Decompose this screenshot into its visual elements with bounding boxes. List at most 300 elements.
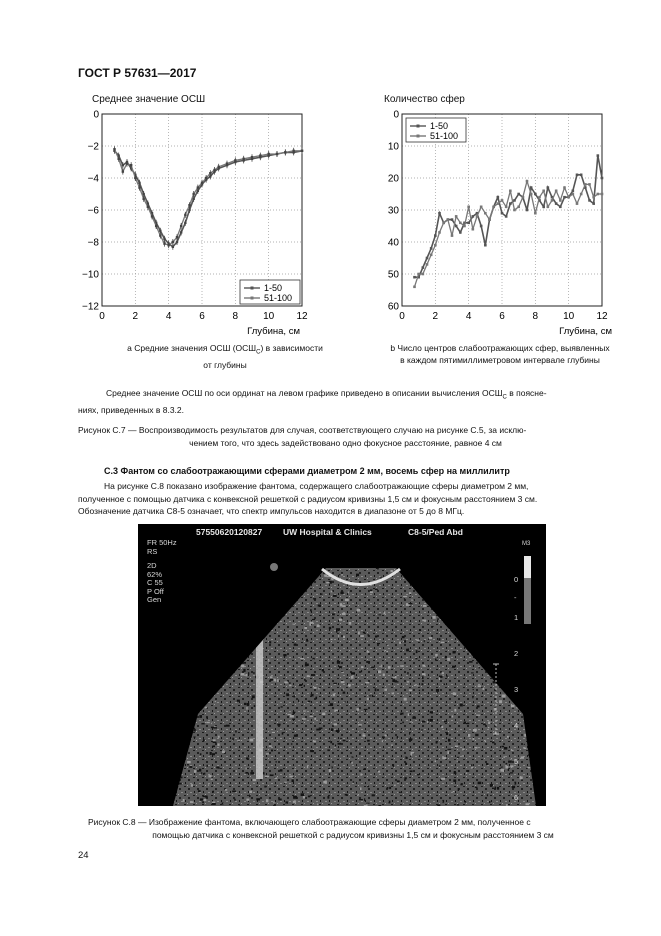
- data-point: [572, 193, 575, 196]
- speckle: [340, 603, 342, 604]
- speckle: [343, 740, 346, 742]
- speckle: [313, 687, 316, 689]
- speckle: [246, 799, 249, 801]
- speckle: [357, 609, 361, 612]
- speckle: [364, 798, 365, 801]
- speckle: [409, 689, 412, 691]
- speckle: [293, 712, 296, 714]
- left-caption-sub: C: [256, 349, 261, 356]
- data-point: [463, 225, 466, 228]
- speckle: [304, 679, 306, 681]
- data-point: [234, 159, 236, 161]
- data-point: [301, 150, 303, 152]
- speckle: [411, 600, 414, 601]
- fig-c7-line1: Рисунок С.7 — Воспроизводимость результатов для случая, соответствующего случаю на рисунке С.5, за исклю-: [78, 425, 527, 435]
- speckle: [360, 774, 362, 776]
- speckle: [189, 766, 192, 768]
- speckle: [216, 576, 219, 578]
- speckle: [228, 635, 232, 636]
- y-tick-label: −2: [87, 141, 99, 153]
- speckle: [370, 590, 373, 592]
- speckle: [432, 626, 434, 627]
- data-point: [530, 186, 533, 189]
- speckle: [422, 683, 424, 685]
- data-point: [584, 183, 587, 186]
- right-chart-xlabel: Глубина, см: [559, 326, 612, 337]
- speckle: [473, 738, 475, 740]
- data-point: [126, 162, 128, 164]
- speckle: [248, 672, 249, 675]
- speckle: [290, 715, 294, 717]
- speckle: [276, 600, 279, 602]
- speckle: [439, 677, 440, 680]
- speckle: [262, 631, 265, 632]
- speckle: [252, 779, 256, 781]
- speckle: [454, 773, 457, 774]
- data-point: [588, 199, 591, 202]
- data-point: [580, 193, 583, 196]
- speckle: [393, 764, 394, 767]
- speckle: [317, 804, 318, 806]
- speckle: [365, 682, 369, 684]
- speckle: [173, 751, 177, 752]
- speckle: [381, 665, 382, 668]
- speckle: [189, 574, 191, 575]
- speckle: [255, 582, 256, 583]
- speckle: [299, 592, 301, 595]
- speckle: [405, 756, 407, 759]
- data-point: [447, 218, 450, 221]
- speckle: [264, 592, 268, 595]
- series-line-1-50: [415, 156, 603, 278]
- data-point: [217, 166, 219, 168]
- data-point: [501, 199, 504, 202]
- speckle: [404, 640, 406, 643]
- speckle: [183, 706, 186, 709]
- speckle: [205, 707, 208, 709]
- speckle: [482, 604, 486, 607]
- speckle: [345, 599, 349, 601]
- speckle: [321, 593, 323, 594]
- speckle: [243, 669, 245, 672]
- speckle: [441, 642, 445, 643]
- speckle: [190, 801, 194, 803]
- data-point: [455, 225, 458, 228]
- speckle: [537, 637, 540, 638]
- speckle: [453, 692, 456, 695]
- speckle: [380, 577, 381, 579]
- data-point: [497, 196, 500, 199]
- speckle: [435, 654, 438, 657]
- speckle: [497, 595, 498, 598]
- speckle: [357, 708, 360, 711]
- speckle: [520, 631, 522, 632]
- data-point: [147, 206, 149, 208]
- speckle: [182, 710, 183, 711]
- speckle: [416, 640, 419, 641]
- speckle: [171, 645, 173, 646]
- speckle: [249, 791, 252, 793]
- speckle: [475, 787, 478, 788]
- data-point: [426, 257, 429, 260]
- speckle: [466, 723, 469, 725]
- speckle: [343, 636, 345, 638]
- speckle: [191, 784, 193, 787]
- speckle: [292, 624, 295, 625]
- para-line1: На рисунке С.8 показано изображение фантома, содержащего слабоотражающие сферы диаметром 2 мм,: [104, 481, 529, 491]
- speckle: [195, 649, 198, 651]
- speckle: [244, 703, 246, 706]
- speckle: [523, 662, 524, 664]
- speckle: [252, 695, 255, 698]
- speckle: [443, 594, 447, 596]
- speckle: [358, 724, 362, 726]
- y-tick-label: 0: [393, 109, 399, 121]
- speckle: [464, 801, 466, 803]
- speckle: [517, 594, 520, 597]
- speckle: [246, 674, 248, 676]
- speckle: [521, 704, 522, 706]
- speckle: [336, 628, 340, 630]
- speckle: [511, 705, 515, 708]
- speckle: [400, 665, 404, 667]
- speckle: [508, 630, 511, 632]
- speckle: [488, 621, 491, 623]
- speckle: [492, 652, 494, 654]
- x-tick-label: 2: [132, 311, 139, 322]
- speckle: [462, 616, 466, 618]
- speckle: [506, 612, 507, 613]
- speckle: [333, 694, 335, 697]
- data-point: [188, 204, 190, 206]
- speckle: [334, 723, 338, 725]
- speckle: [197, 610, 201, 612]
- speckle: [253, 672, 255, 673]
- speckle: [404, 698, 407, 701]
- speckle: [363, 734, 365, 735]
- fig-c7-line2: чением того, что здесь задействовано одно фокусное расстояние, равное 4 см: [189, 437, 502, 448]
- speckle: [294, 644, 297, 646]
- speckle: [283, 654, 286, 656]
- data-point: [438, 212, 441, 215]
- data-point: [180, 225, 182, 227]
- speckle: [174, 631, 176, 633]
- data-point: [213, 169, 215, 171]
- speckle: [265, 576, 268, 579]
- speckle: [174, 780, 175, 782]
- speckle: [306, 639, 308, 642]
- data-point: [509, 190, 512, 193]
- speckle: [471, 767, 473, 769]
- data-point: [430, 247, 433, 250]
- speckle: [311, 694, 314, 696]
- speckle: [488, 722, 490, 725]
- speckle: [333, 683, 337, 684]
- speckle: [506, 804, 508, 806]
- speckle: [315, 697, 317, 700]
- speckle: [302, 718, 306, 720]
- speckle: [453, 791, 455, 792]
- speckle: [485, 597, 486, 599]
- x-tick-label: 4: [165, 311, 172, 322]
- speckle: [351, 676, 354, 679]
- data-point: [451, 218, 454, 221]
- data-point: [442, 222, 445, 225]
- speckle: [469, 577, 471, 580]
- speckle: [185, 708, 189, 709]
- data-point: [580, 174, 583, 177]
- speckle: [187, 764, 189, 765]
- speckle: [446, 732, 448, 735]
- speckle: [293, 600, 295, 602]
- speckle: [308, 796, 311, 798]
- speckle: [218, 736, 220, 738]
- legend-marker: [417, 135, 420, 138]
- speckle: [510, 772, 513, 773]
- speckle: [312, 619, 315, 620]
- speckle: [208, 775, 211, 777]
- x-tick-label: 12: [296, 311, 308, 322]
- speckle: [471, 672, 474, 673]
- speckle: [201, 723, 205, 724]
- us-depth-tick: 4: [514, 721, 519, 730]
- speckle: [387, 787, 389, 789]
- speckle: [448, 603, 451, 605]
- speckle: [171, 741, 173, 744]
- speckle: [235, 730, 237, 732]
- speckle: [178, 657, 180, 660]
- speckle: [293, 696, 295, 698]
- speckle: [332, 613, 335, 615]
- speckle: [203, 601, 207, 602]
- data-point: [588, 183, 591, 186]
- data-point: [138, 186, 140, 188]
- speckle: [270, 679, 274, 681]
- speckle: [478, 782, 482, 785]
- page-number: 24: [78, 850, 89, 861]
- speckle: [517, 682, 520, 684]
- ultrasound-scan: [138, 524, 546, 806]
- speckle: [179, 783, 182, 785]
- data-point: [542, 206, 545, 209]
- right-caption-line2: в каждом пятимиллиметровом интервале глубины: [400, 355, 600, 365]
- speckle: [407, 681, 409, 682]
- speckle: [422, 676, 424, 679]
- speckle: [182, 713, 185, 715]
- speckle: [210, 752, 212, 755]
- speckle: [367, 786, 369, 788]
- series-line-51-100: [415, 181, 603, 287]
- speckle: [386, 651, 388, 652]
- speckle: [269, 641, 271, 643]
- speckle: [302, 573, 305, 575]
- speckle: [348, 684, 351, 686]
- speckle: [169, 644, 173, 646]
- speckle: [313, 658, 315, 660]
- speckle: [471, 630, 473, 632]
- speckle: [193, 737, 195, 738]
- speckle: [439, 638, 441, 640]
- data-point: [430, 254, 433, 257]
- speckle: [304, 685, 305, 687]
- speckle: [524, 748, 527, 749]
- speckle: [215, 601, 217, 602]
- data-point: [559, 199, 562, 202]
- us-id: 57550620120827: [196, 527, 263, 537]
- speckle: [270, 774, 274, 776]
- speckle: [237, 740, 240, 741]
- data-point: [413, 286, 416, 289]
- speckle: [299, 684, 302, 686]
- speckle: [319, 728, 323, 729]
- orientation-dot: [270, 563, 278, 571]
- data-point: [176, 241, 178, 243]
- speckle: [442, 672, 444, 674]
- speckle: [429, 719, 433, 722]
- speckle: [259, 605, 262, 606]
- speckle: [508, 769, 509, 771]
- y-tick-label: 30: [387, 205, 399, 217]
- speckle: [281, 603, 283, 604]
- data-point: [422, 273, 425, 276]
- speckle: [260, 580, 261, 582]
- legend-marker: [417, 125, 420, 128]
- y-tick-label: −10: [82, 269, 99, 281]
- speckle: [382, 740, 384, 742]
- speckle: [330, 703, 333, 706]
- speckle: [289, 588, 291, 591]
- x-tick-label: 10: [263, 311, 275, 322]
- speckle: [453, 651, 456, 654]
- note-paragraph: [78, 387, 613, 417]
- speckle: [438, 595, 442, 598]
- speckle: [487, 794, 488, 796]
- speckle: [372, 695, 373, 697]
- speckle: [435, 659, 437, 661]
- speckle: [256, 798, 260, 800]
- speckle: [402, 722, 404, 724]
- data-point: [601, 177, 604, 180]
- speckle: [269, 745, 272, 747]
- speckle: [375, 688, 377, 691]
- speckle: [471, 764, 472, 766]
- speckle: [441, 778, 445, 780]
- speckle: [394, 785, 396, 786]
- speckle: [200, 661, 203, 662]
- speckle: [241, 614, 243, 616]
- speckle: [519, 694, 522, 697]
- y-tick-label: 0: [93, 109, 99, 121]
- speckle: [242, 593, 244, 595]
- speckle: [212, 802, 215, 804]
- y-tick-label: 60: [387, 301, 399, 313]
- speckle: [512, 598, 514, 600]
- speckle: [475, 734, 478, 736]
- speckle: [246, 767, 247, 769]
- speckle: [174, 784, 177, 786]
- speckle: [473, 689, 474, 690]
- data-point: [163, 238, 165, 240]
- speckle: [270, 676, 273, 678]
- data-point: [513, 209, 516, 212]
- data-point: [122, 170, 124, 172]
- left-caption-line2: от глубины: [203, 359, 247, 370]
- data-point: [559, 206, 562, 209]
- data-point: [480, 225, 483, 228]
- data-point: [484, 244, 487, 247]
- speckle: [436, 741, 438, 744]
- speckle: [317, 625, 320, 628]
- data-point: [530, 193, 533, 196]
- data-point: [142, 198, 144, 200]
- speckle: [173, 706, 175, 709]
- speckle: [189, 674, 191, 677]
- speckle: [419, 629, 421, 631]
- speckle: [387, 645, 389, 646]
- speckle: [442, 568, 443, 571]
- speckle: [324, 575, 327, 577]
- speckle: [284, 681, 288, 683]
- speckle: [232, 649, 233, 651]
- speckle: [471, 578, 474, 580]
- speckle: [218, 629, 221, 631]
- us-scale-tick: 1: [514, 613, 519, 622]
- speckle: [240, 585, 241, 586]
- speckle: [364, 709, 368, 710]
- note-text: Среднее значение ОСШ по оси ординат на левом графике приведено в описании вычисления ОСШ: [106, 388, 503, 398]
- speckle: [206, 722, 210, 723]
- speckle: [413, 571, 415, 574]
- x-tick-label: 2: [432, 311, 439, 322]
- speckle: [290, 570, 293, 573]
- speckle: [342, 605, 345, 607]
- speckle: [462, 755, 464, 756]
- us-scale-label: M3: [522, 541, 531, 547]
- figure-c7-caption: [78, 424, 613, 449]
- speckle: [478, 685, 481, 687]
- speckle: [512, 644, 516, 646]
- speckle: [503, 770, 504, 772]
- speckle: [375, 636, 378, 638]
- speckle: [496, 615, 497, 618]
- speckle: [195, 610, 199, 612]
- data-point: [517, 206, 520, 209]
- data-point: [284, 151, 286, 153]
- speckle: [470, 642, 471, 644]
- speckle: [411, 754, 413, 756]
- speckle: [310, 750, 314, 752]
- speckle: [283, 616, 284, 617]
- speckle: [215, 701, 216, 702]
- speckle: [488, 727, 490, 728]
- speckle: [267, 588, 269, 589]
- speckle: [212, 803, 216, 805]
- left-chart: [80, 104, 320, 344]
- data-point: [159, 230, 161, 232]
- speckle: [457, 757, 459, 758]
- right-chart-title: Количество сфер: [384, 94, 465, 105]
- speckle: [241, 665, 244, 668]
- speckle: [507, 736, 509, 738]
- speckle: [200, 798, 204, 800]
- speckle: [243, 576, 247, 578]
- speckle: [272, 732, 275, 733]
- speckle: [424, 640, 425, 642]
- speckle: [532, 731, 535, 734]
- data-point: [459, 222, 462, 225]
- speckle: [384, 612, 386, 615]
- speckle: [444, 721, 447, 723]
